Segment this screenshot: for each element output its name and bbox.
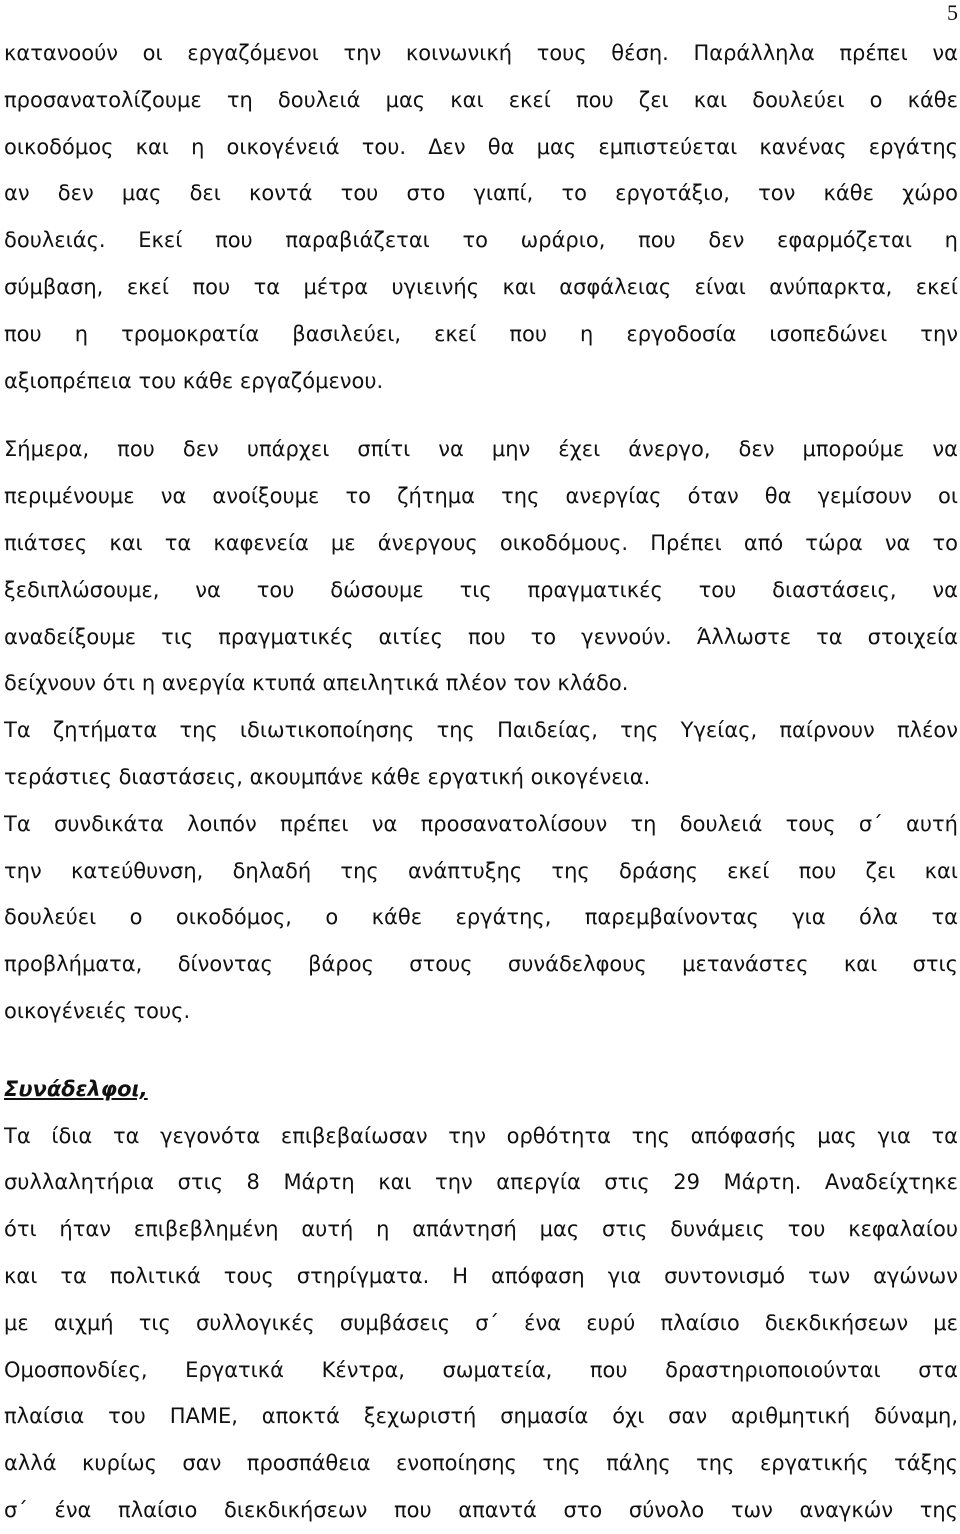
- text-line: αξιοπρέπεια του κάθε εργαζόμενου.: [4, 368, 384, 393]
- text-line: δείχνουν ότι η ανεργία κτυπά απειλητικά πλέον τον κλάδο.: [4, 671, 629, 696]
- text-line: περιμένουμε να ανοίξουμε το ζήτημα της ανεργίας όταν θα γεμίσουν οι: [4, 484, 958, 509]
- text-line: που η τρομοκρατία βασιλεύει, εκεί που η εργοδοσία ισοπεδώνει την: [4, 321, 958, 346]
- text-line: πιάτσες και τα καφενεία με άνεργους οικοδόμους. Πρέπει από τώρα να το: [4, 530, 958, 555]
- text-line: αναδείξουμε τις πραγματικές αιτίες που το γεννούν. Άλλωστε τα στοιχεία: [4, 624, 958, 649]
- text-line: οικογένειές τους.: [4, 998, 191, 1023]
- text-line: Ομοσπονδίες, Εργατικά Κέντρα, σωματεία, που δραστηριοποιούνται στα: [4, 1357, 958, 1382]
- text-line: ξεδιπλώσουμε, να του δώσουμε τις πραγματικές του διαστάσεις, να: [4, 577, 958, 602]
- text-line: αλλά κυρίως σαν προσπάθεια ενοποίησης της πάλης της εργατικής τάξης: [4, 1451, 958, 1476]
- text-line: και τα πολιτικά τους στηρίγματα. Η απόφαση για συντονισμό των αγώνων: [4, 1263, 958, 1288]
- paragraph: [4, 707, 958, 801]
- text-line: πλαίσια του ΠΑΜΕ, αποκτά ξεχωριστή σημασία όχι σαν αριθμητική δύναμη,: [4, 1404, 958, 1429]
- section-heading: Συνάδελφοι,: [4, 1076, 148, 1101]
- text-line: Σήμερα, που δεν υπάρχει σπίτι να μην έχει άνεργο, δεν μπορούμε να: [4, 437, 958, 462]
- text-line: προβλήματα, δίνοντας βάρος στους συνάδελφους μετανάστες και στις: [4, 952, 958, 977]
- text-line: σύμβαση, εκεί που τα μέτρα υγιεινής και ασφάλειας είναι ανύπαρκτα, εκεί: [4, 274, 958, 299]
- text-line: Τα ζητήματα της ιδιωτικοποίησης της Παιδείας, της Υγείας, παίρνουν πλέον: [4, 718, 958, 743]
- text-line: τεράστιες διαστάσεις, ακουμπάνε κάθε εργατική οικογένεια.: [4, 764, 651, 789]
- text-line: οικοδόμος και η οικογένειά του. Δεν θα μας εμπιστεύεται κανένας εργάτης: [4, 134, 958, 159]
- text-line: ότι ήταν επιβεβλημένη αυτή η απάντησή μας στις δυνάμεις του κεφαλαίου: [4, 1217, 958, 1242]
- text-line: Τα συνδικάτα λοιπόν πρέπει να προσανατολίσουν τη δουλειά τους σ΄ αυτή: [4, 811, 958, 836]
- document-body: [4, 30, 958, 1534]
- text-line: κατανοούν οι εργαζόμενοι την κοινωνική τους θέση. Παράλληλα πρέπει να: [4, 41, 958, 65]
- section-gap: [4, 1035, 958, 1066]
- text-line: σ΄ ένα πλαίσιο διεκδικήσεων που απαντά στο σύνολο των αναγκών της: [4, 1497, 958, 1522]
- page-number: 5: [947, 0, 958, 25]
- text-line: με αιχμή τις συλλογικές συμβάσεις σ΄ ένα ευρύ πλαίσιο διεκδικήσεων με: [4, 1310, 958, 1335]
- text-line: δουλεύει ο οικοδόμος, ο κάθε εργάτης, παρεμβαίνοντας για όλα τα: [4, 905, 958, 930]
- paragraph: [4, 30, 958, 404]
- text-line: αν δεν μας δει κοντά του στο γιαπί, το εργοτάξιο, τον κάθε χώρο: [4, 181, 958, 206]
- text-line: την κατεύθυνση, δηλαδή της ανάπτυξης της δράσης εκεί που ζει και: [4, 858, 958, 883]
- text-line: προσανατολίζουμε τη δουλειά μας και εκεί που ζει και δουλεύει ο κάθε: [4, 87, 958, 112]
- text-line: Τα ίδια τα γεγονότα επιβεβαίωσαν την ορθότητα της απόφασής μας για τα: [4, 1123, 958, 1148]
- text-line: συλλαλητήρια στις 8 Μάρτη και την απεργία στις 29 Μάρτη. Αναδείχτηκε: [4, 1170, 958, 1195]
- paragraph: [4, 801, 958, 1035]
- paragraph: [4, 1113, 958, 1534]
- text-line: δουλειάς. Εκεί που παραβιάζεται το ωράριο, που δεν εφαρμόζεται η: [4, 228, 958, 253]
- paragraph-gap: [4, 404, 958, 426]
- paragraph: [4, 426, 958, 707]
